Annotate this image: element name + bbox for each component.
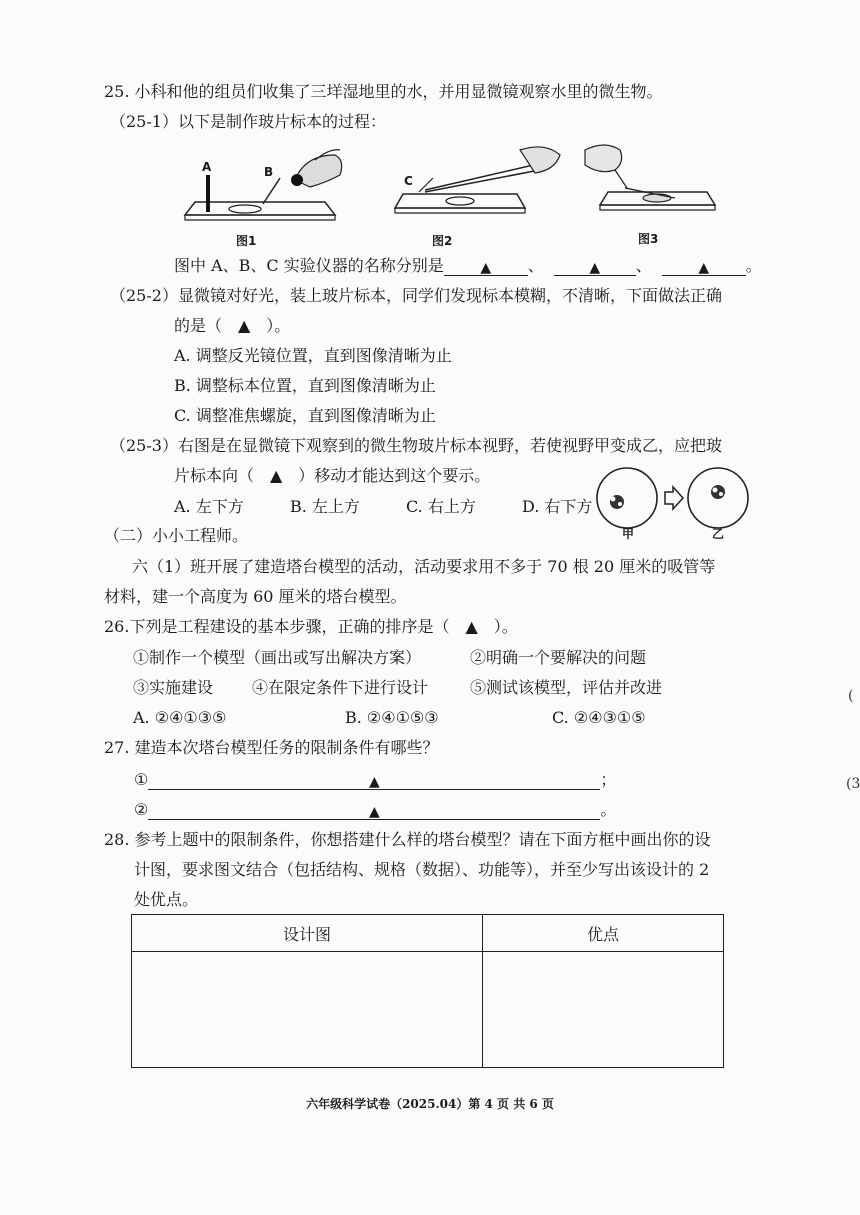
q25-3-option-a: A. 左下方 — [174, 497, 244, 516]
q25-2-option-a: A. 调整反光镜位置，直到图像清晰为止 — [174, 346, 452, 365]
q28-line1: 28. 参考上题中的限制条件，你想搭建什么样的塔台模型？请在下面方框中画出你的设 — [104, 830, 711, 849]
q25-3-option-b: B. 左上方 — [290, 497, 360, 516]
label-a: A — [202, 160, 212, 174]
q25-3-option-d: D. 右下方 — [522, 497, 593, 516]
q25-3-option-c: C. 右上方 — [406, 497, 476, 516]
q25-3-line2: 片标本向（ ▲ ）移动才能达到这个要示。 — [174, 466, 491, 485]
figure-1-caption: 图1 — [236, 234, 257, 248]
microscope-views — [595, 464, 755, 532]
view-label-jia: 甲 — [622, 527, 635, 541]
q26-step-5: ⑤测试该模型，评估并改进 — [470, 678, 663, 697]
q26-step-2: ②明确一个要解决的问题 — [470, 648, 647, 667]
q25-2-line1: （25-2）显微镜对好光，装上玻片标本，同学们发现标本模糊，不清晰，下面做法正确 — [110, 286, 722, 305]
section2-intro-line2: 材料，建一个高度为 60 厘米的塔台模型。 — [104, 587, 407, 606]
q25-1-question: 图中 A、B、C 实验仪器的名称分别是 ▲ 、 ▲ 、 ▲ 。 — [174, 256, 762, 276]
table-header-design: 设计图 — [132, 915, 483, 952]
page-footer: 六年级科学试卷（2025.04）第 4 页 共 6 页 — [306, 1097, 554, 1111]
q26-option-c: C. ②④③①⑤ — [552, 708, 646, 727]
margin-mark-2: (3 — [846, 776, 860, 792]
q25-stem: 25. 小科和他的组员们收集了三垟湿地里的水，并用显微镜观察水里的微生物。 — [104, 82, 663, 101]
q26-stem: 26.下列是工程建设的基本步骤，正确的排序是（ ▲ ）。 — [104, 617, 518, 636]
label-b: B — [264, 165, 274, 179]
q25-2-line2: 的是（ ▲ ）。 — [174, 316, 291, 335]
q27-item-2: ② ▲ 。 — [134, 800, 617, 820]
slide-figures — [175, 140, 765, 250]
section2-title: （二）小小工程师。 — [104, 526, 249, 545]
q25-2-option-b: B. 调整标本位置，直到图像清晰为止 — [174, 376, 436, 395]
figure-2-drawing — [395, 147, 560, 213]
q26-step-4: ④在限定条件下进行设计 — [252, 678, 429, 697]
figure-3-drawing — [585, 145, 715, 210]
q26-step-1: ①制作一个模型（画出或写出解决方案） — [133, 648, 422, 667]
q25-3-line1: （25-3）右图是在显微镜下观察到的微生物玻片标本视野，若使视野甲变成乙，应把玻 — [110, 436, 722, 455]
q27-blank-2[interactable]: ▲ — [148, 801, 600, 820]
figure-2-caption: 图2 — [432, 234, 453, 248]
design-table — [131, 914, 724, 1068]
advantages-cell[interactable] — [483, 952, 724, 1068]
q27-blank-1[interactable]: ▲ — [148, 771, 600, 790]
q26-step-3: ③实施建设 — [133, 678, 214, 697]
q27-stem: 27. 建造本次塔台模型任务的限制条件有哪些？ — [104, 738, 439, 757]
q27-item-1: ① ▲ ； — [134, 770, 617, 790]
design-drawing-cell[interactable] — [132, 952, 483, 1068]
q25-1-title: （25-1）以下是制作玻片标本的过程： — [110, 112, 386, 131]
q28-line3: 处优点。 — [134, 890, 199, 909]
label-c: C — [404, 174, 413, 188]
margin-mark-1: ( — [848, 688, 854, 704]
q26-option-a: A. ②④①③⑤ — [133, 708, 227, 727]
view-label-yi: 乙 — [712, 527, 725, 541]
answer-blank-b[interactable]: ▲ — [554, 257, 636, 276]
q26-option-b: B. ②④①⑤③ — [345, 708, 439, 727]
figure-3-caption: 图3 — [638, 232, 659, 246]
table-header-advantages: 优点 — [483, 915, 724, 952]
section2-intro-line1: 六（1）班开展了建造塔台模型的活动，活动要求用不多于 70 根 20 厘米的吸管等 — [132, 557, 716, 576]
answer-blank-a[interactable]: ▲ — [444, 257, 528, 276]
q28-line2: 计图，要求图文结合（包括结构、规格（数据）、功能等），并至少写出该设计的 2 — [134, 860, 710, 879]
q25-2-option-c: C. 调整准焦螺旋，直到图像清晰为止 — [174, 406, 436, 425]
answer-blank-c[interactable]: ▲ — [662, 257, 746, 276]
